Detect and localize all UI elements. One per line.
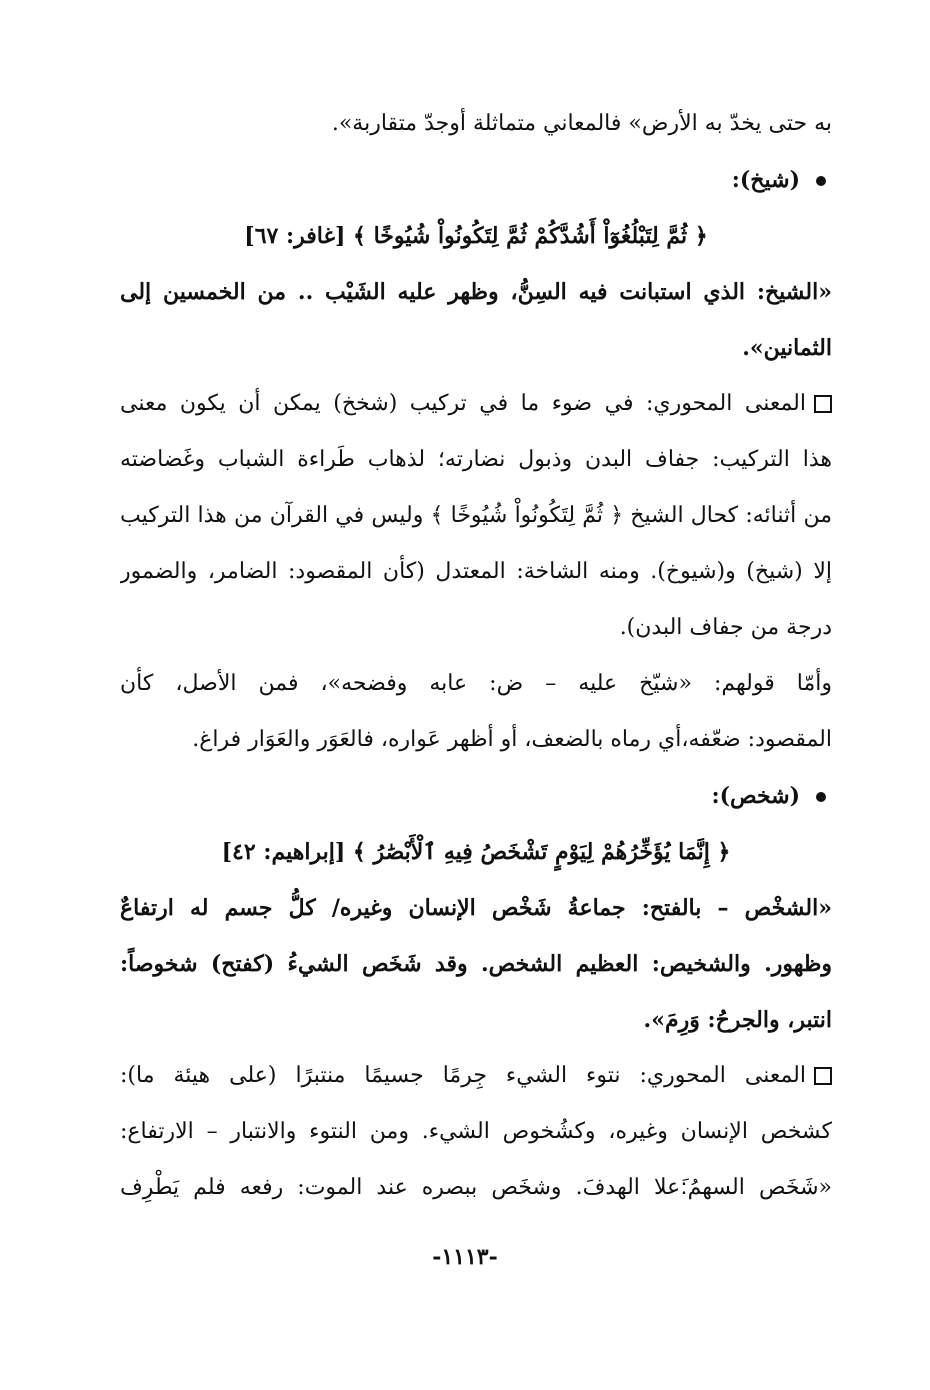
text-line-12: وظهور. والشخيص: العظيم الشخص. وقد شَخَص الشيءُ (كفتح) شخوصاً: (120, 951, 832, 977)
core-meaning-text-1: المعنى المحوري: في ضوء ما في تركيب (شخخ) يمكن أن يكون معنى (120, 391, 806, 416)
square-icon (814, 395, 832, 413)
entry-heading-shakhs (120, 768, 832, 824)
text-line-5: هذا التركيب: جفاف البدن وذبول نضارته؛ لذهاب طَراءة الشباب وغَضاضته (120, 447, 832, 472)
text-line-7: إلا (شيخ) و(شيوخ). ومنه الشاخة: المعتدل (كأن المقصود: الضامر، والضمور (120, 559, 832, 584)
text-line-13: انتبر، والجرحُ: وَرِمَ». (643, 1007, 832, 1033)
text-line-16: «شَخَص السهمُ:َعلا الهدفَ. وشخَص ببصره عند الموت: رفعه فلم يَطْرِف (120, 1175, 832, 1200)
entry-heading-label: (شخص): (711, 783, 800, 809)
entry-heading-label: (شيخ): (731, 167, 800, 193)
quran-verse-2: ﴿ إِنَّمَا يُؤَخِّرُهُمْ لِيَوْمٍ تَشْخَصُ فِيهِ ٱلْأَبْصَٰرُ ﴾ [إبراهيم: ٤٢] (221, 839, 731, 865)
square-icon (814, 1067, 832, 1085)
text-line-15: كشخص الإنسان وغيره، وكشُخوص الشيء. ومن النتوء والانتبار – الارتفاع: (120, 1119, 832, 1144)
core-meaning-text-2: المعنى المحوري: نتوء الشيء جِرمًا جسيمًا منتبرًا (على هيئة ما): (120, 1063, 806, 1088)
entry-heading-shaykh (120, 152, 832, 208)
page-number: -١١١٣- (432, 1244, 498, 1270)
quran-verse-1: ﴿ ثُمَّ لِتَبْلُغُوٓاْ أَشُدَّكُمْ ثُمَّ لِتَكُونُواْ شُيُوخًا ﴾ [غافر: ٦٧] (244, 223, 708, 249)
bullet-icon (816, 792, 826, 802)
text-line-4 (120, 376, 832, 432)
text-line-6: من أثنائه: كحال الشيخ ﴿ ثُمَّ لِتَكُونُواْ شُيُوخًا ﴾ وليس في القرآن من هذا التركيب (120, 503, 832, 528)
text-line-11: «الشخْص – بالفتح: جماعةُ شَخْص الإنسان وغيره/ كلُّ جسم له ارتفاعٌ (120, 895, 832, 921)
text-line-9: وأمّا قولهم: «شيّخ عليه – ض: عابه وفضحه»، فمن الأصل، كأن (120, 671, 832, 696)
bullet-icon (816, 176, 826, 186)
text-line-2: «الشيخ: الذي استبانت فيه السِنُّ، وظهر عليه الشَيْب .. من الخمسين إلى (120, 279, 832, 305)
text-line-8: درجة من جفاف البدن). (619, 615, 832, 640)
page-body (120, 96, 832, 1216)
text-line-1: به حتى يخدّ به الأرض» فالمعاني متماثلة أوجدّ متقاربة». (331, 111, 832, 136)
text-line-10: المقصود: ضعّفه،أي رماه بالضعف، أو أظهر عَواره، فالعَوَر والعَوَار فراغ. (192, 727, 832, 752)
text-line-3: الثمانين». (742, 335, 832, 361)
text-line-14 (120, 1048, 832, 1104)
